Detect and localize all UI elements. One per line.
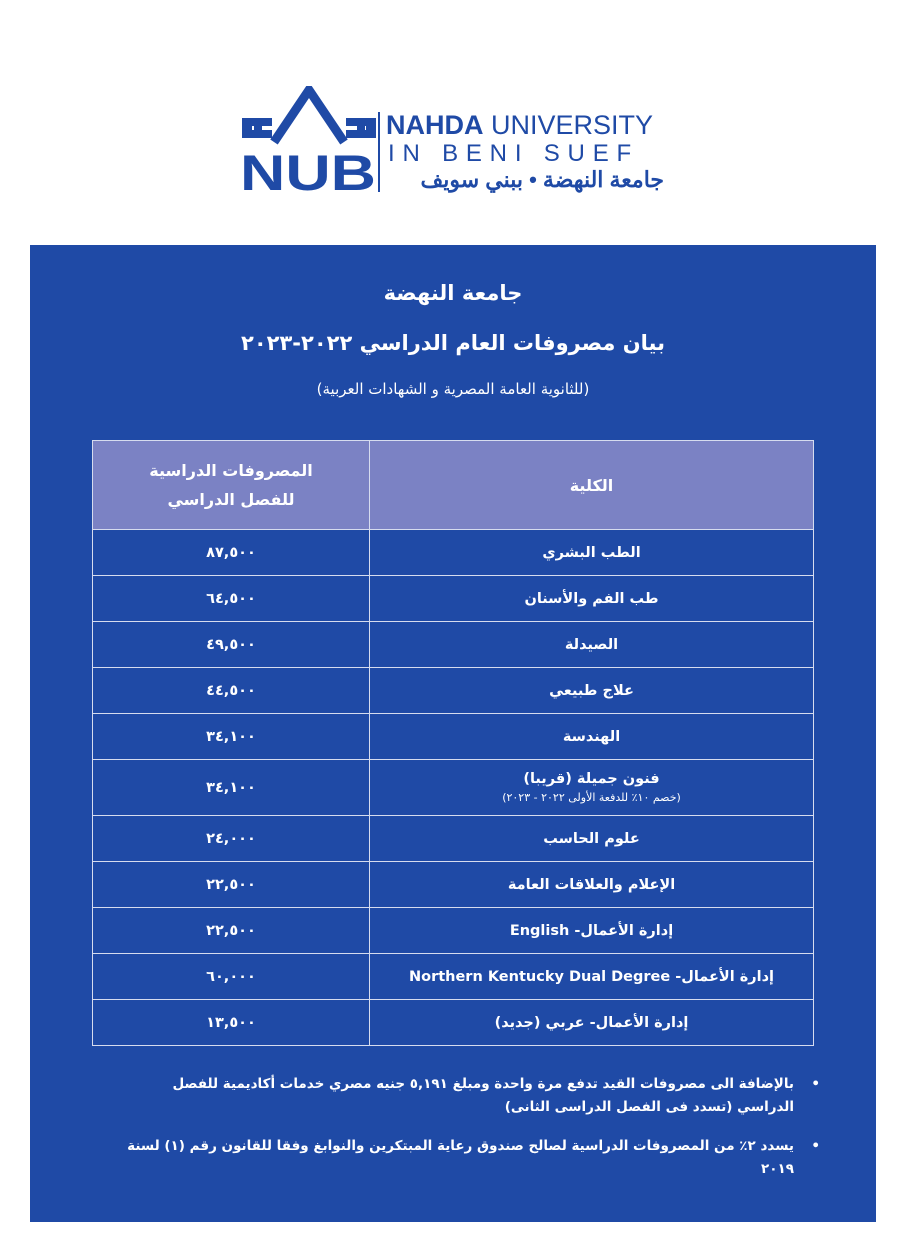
faculty-cell: طب الفم والأسنان <box>370 576 814 622</box>
certificate-note: (للثانوية العامة المصرية و الشهادات العربية) <box>316 380 590 398</box>
logo-line1 <box>386 110 653 140</box>
faculty-cell: الطب البشري <box>370 530 814 576</box>
notes-list <box>120 1073 820 1197</box>
fee-cell: ٦٠,٠٠٠ <box>93 954 370 1000</box>
university-title: جامعة النهضة <box>383 281 523 305</box>
fees-header-line1: المصروفات الدراسية <box>149 461 313 480</box>
faculty-name: فنون جميلة (قريبا) <box>523 771 660 787</box>
faculty-cell: إدارة الأعمال- عربي (جديد) <box>370 1000 814 1046</box>
faculty-cell <box>370 760 814 816</box>
faculty-cell: الصيدلة <box>370 622 814 668</box>
bullet-icon: • <box>811 1076 820 1092</box>
table-row <box>93 714 814 760</box>
fees-panel <box>30 245 876 1222</box>
table-row <box>93 760 814 816</box>
table-row <box>93 954 814 1000</box>
logo-line1-bold: NAHDA <box>386 110 484 140</box>
fees-table <box>92 440 814 1046</box>
discount-note: (خصم ١٠٪ للدفعة الأولى ٢٠٢٢ - ٢٠٢٣) <box>502 791 681 804</box>
logo-line1-rest: UNIVERSITY <box>483 110 654 140</box>
faculty-cell: إدارة الأعمال- Northern Kentucky Dual Degree <box>370 954 814 1000</box>
table-row <box>93 816 814 862</box>
fee-cell: ٣٤,١٠٠ <box>93 714 370 760</box>
faculty-cell: الإعلام والعلاقات العامة <box>370 862 814 908</box>
fees-statement-title: بيان مصروفات العام الدراسي ٢٠٢٢-٢٠٢٣ <box>241 331 665 355</box>
logo-emblem-icon <box>240 86 380 194</box>
university-logo <box>240 86 670 194</box>
faculty-cell: إدارة الأعمال- English <box>370 908 814 954</box>
fee-cell: ١٣,٥٠٠ <box>93 1000 370 1046</box>
fees-header-line2: للفصل الدراسي <box>167 490 295 509</box>
table-row <box>93 576 814 622</box>
logo-divider <box>378 112 380 192</box>
logo-line3: جامعة النهضة • ببني سويف <box>420 167 664 192</box>
fee-cell: ٢٢,٥٠٠ <box>93 908 370 954</box>
fee-cell: ٢٤,٠٠٠ <box>93 816 370 862</box>
table-row <box>93 530 814 576</box>
fee-cell: ٣٤,١٠٠ <box>93 760 370 816</box>
table-row <box>93 1000 814 1046</box>
faculty-cell: الهندسة <box>370 714 814 760</box>
fee-cell: ٤٩,٥٠٠ <box>93 622 370 668</box>
table-row <box>93 622 814 668</box>
note-text: بالإضافة الى مصروفات القيد تدفع مرة واحدة ومبلغ ٥,١٩١ جنيه مصري خدمات أكاديمية للفصل الدراسي (تسدد فى الفصل الدراسى الثانى) <box>172 1076 794 1115</box>
logo-line2: IN BENI SUEF <box>388 140 639 167</box>
table-header-row <box>93 441 814 530</box>
fee-cell: ٢٢,٥٠٠ <box>93 862 370 908</box>
note-item <box>120 1073 820 1119</box>
fee-cell: ٤٤,٥٠٠ <box>93 668 370 714</box>
faculty-cell: علوم الحاسب <box>370 816 814 862</box>
fees-column-header <box>93 441 370 530</box>
bullet-icon: • <box>811 1138 820 1154</box>
note-text: يسدد ٢٪ من المصروفات الدراسية لصالح صندوق رعاية المبتكرين والنوابغ وفقا للقانون رقم (١) لسنة ٢٠١٩ <box>127 1138 794 1177</box>
faculty-column-header: الكلية <box>370 441 814 530</box>
fee-cell: ٨٧,٥٠٠ <box>93 530 370 576</box>
table-row <box>93 908 814 954</box>
note-item <box>120 1135 820 1181</box>
table-row <box>93 862 814 908</box>
logo-abbr: NUB <box>240 145 376 194</box>
faculty-cell: علاج طبيعي <box>370 668 814 714</box>
fee-cell: ٦٤,٥٠٠ <box>93 576 370 622</box>
table-row <box>93 668 814 714</box>
